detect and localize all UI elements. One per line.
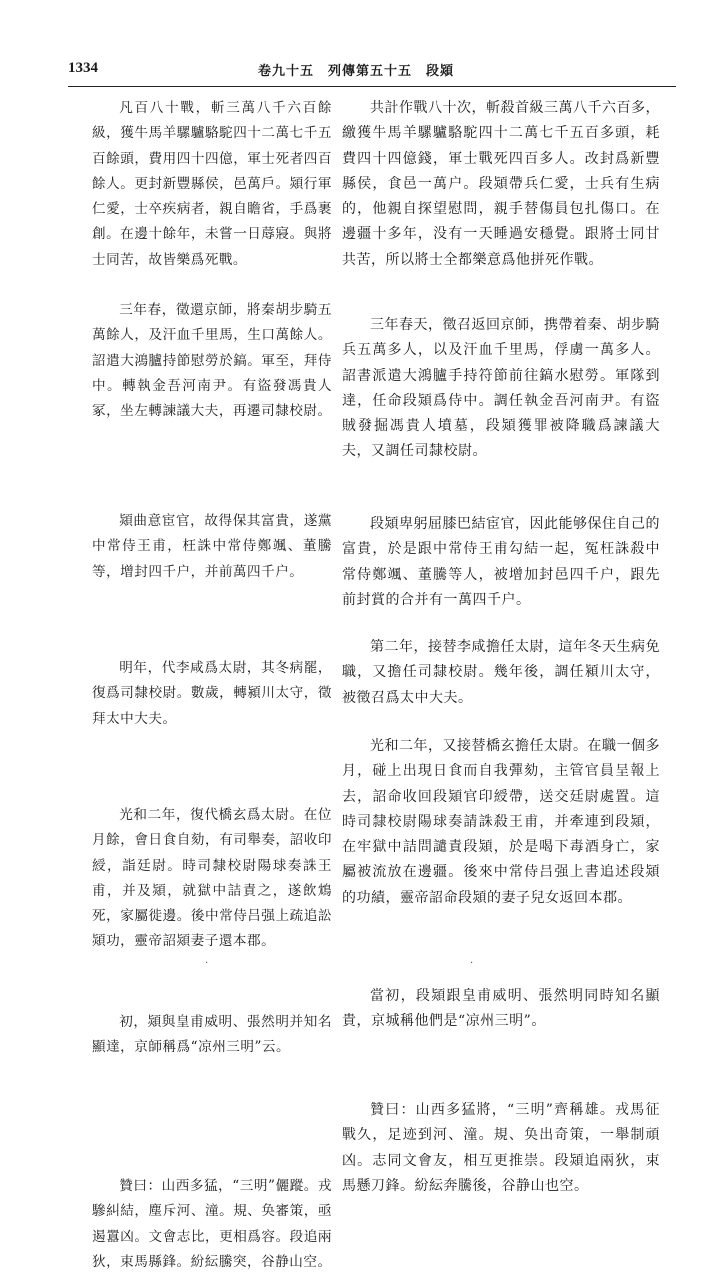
page-header [68,58,676,86]
scan-mark: · [470,958,474,969]
classical-paragraph-6: 初，熲與皇甫威明、張然明并知名顯達，京師稱爲“凉州三明”云。 [92,1014,332,1056]
classical-paragraph-2: 三年春，徵還京師，將秦胡步騎五萬餘人，及汗血千里馬，生口萬餘人。詔遣大鴻臚持節慰勞於鎬。軍至，拜侍中。轉執金吾河南尹。有盜發馮貴人冢，坐左轉諫議大夫，再遷司隸校尉。 [92,302,332,420]
classical-paragraph-4: 明年，代李咸爲太尉，其冬病罷，復爲司隸校尉。數歲，轉潁川太守，徵拜太中大夫。 [92,660,332,727]
translation-paragraph-3: 段熲卑躬屈膝巴結宦官，因此能够保住自己的富貴，於是跟中常侍王甫勾結一起，冤枉誅殺中常侍鄭颯、董騰等人，被增加封邑四千户，跟先前封賞的合并有一萬四千户。 [342,516,660,608]
header-rule [68,86,676,87]
translation-column [342,96,660,1194]
translation-paragraph-5: 光和二年，又接替橋玄擔任太尉。在職一個多月，碰上出現日食而自我彈劾，主管官員呈報上去，詔命收回段熲官印綬帶，送交廷尉處置。這時司隸校尉陽球奏請誅殺王甫，并牽連到段熲，在牢獄中詰問譴責段熲，於是喝下毒酒身亡，家屬被流放在邊疆。後來中常侍吕强上書追述段熲的功績，靈帝詔命段熲的妻子兒女返回本郡。 [342,738,660,906]
translation-paragraph-6: 當初，段熲跟皇甫威明、張然明同時知名顯貴，京城稱他們是“凉州三明”。 [342,988,660,1030]
page-number: 1334 [68,60,98,76]
scan-mark: · [205,958,209,969]
classical-paragraph-1: 凡百八十戰，斬三萬八千六百餘級，獲牛馬羊騾驢駱駝四十二萬七千五百餘頭，費用四十四億，軍士死者四百餘人。更封新豐縣侯，邑萬戶。熲行軍仁愛，士卒疾病者，親自瞻省，手爲裹創。在邊十餘年，未嘗一日蓐寢。與將士同苦，故皆樂爲死戰。 [92,100,332,268]
classical-text-column [92,96,332,1270]
classical-paragraph-3: 熲曲意宦官，故得保其富貴，遂黨中常侍王甫，枉誅中常侍鄭颯、董騰等，增封四千户，并前萬四千户。 [92,513,332,580]
translation-paragraph-7: 贊曰：山西多猛將，“三明”齊稱雄。戎馬征戰久，足迹到河、潼。規、奂出奇策，一舉制頑凶。志同文會友，相互更推崇。段熲追兩狄，束馬懸刀鋒。紛紜奔騰後，谷静山也空。 [342,1102,660,1194]
translation-paragraph-1: 共計作戰八十次，斬殺首級三萬八千六百多，繳獲牛馬羊騾驢駱駝四十二萬七千五百多頭，耗費四十四億錢，軍士戰死四百多人。改封爲新豐縣侯，食邑一萬户。段熲帶兵仁愛，士兵有生病的，他親自探望慰問，親手替傷員包扎傷口。在邊疆十多年，没有一天睡過安穩覺。跟將士同甘共苦，所以將士全都樂意爲他拼死作戰。 [342,100,660,268]
translation-paragraph-4: 第二年，接替李咸擔任太尉，這年冬天生病免職，又擔任司隸校尉。幾年後，調任潁川太守，被徵召爲太中大夫。 [342,639,660,706]
classical-paragraph-5: 光和二年，復代橋玄爲太尉。在位月餘，會日食自劾，有司舉奏，詔收印綬，詣廷尉。時司隸校尉陽球奏誅王甫，并及熲，就獄中詰責之，遂飲鴆死，家屬徙邊。後中常侍吕强上疏追訟熲功，靈帝詔熲妻子還本郡。 [92,807,332,950]
translation-paragraph-2: 三年春天，徵召返回京師，携帶着秦、胡步騎兵五萬多人，以及汗血千里馬，俘虜一萬多人。詔書派遣大鴻臚手持符節前往鎬水慰勞。軍隊到達，任命段熲爲侍中。調任執金吾河南尹。有盜賊發掘馮貴人墳墓，段熲獲罪被降職爲諫議大夫，又調任司隸校尉。 [342,317,660,460]
running-title: 卷九十五 列傳第五十五 段熲 [258,64,455,79]
classical-paragraph-7: 贊曰：山西多猛，“三明”儷蹤。戎驂糾結，塵斥河、潼。規、奂審策，亟遏囂凶。文會志比，更相爲容。段追兩狄，束馬縣鋒。紛紜騰突，谷静山空。 [92,1178,332,1270]
